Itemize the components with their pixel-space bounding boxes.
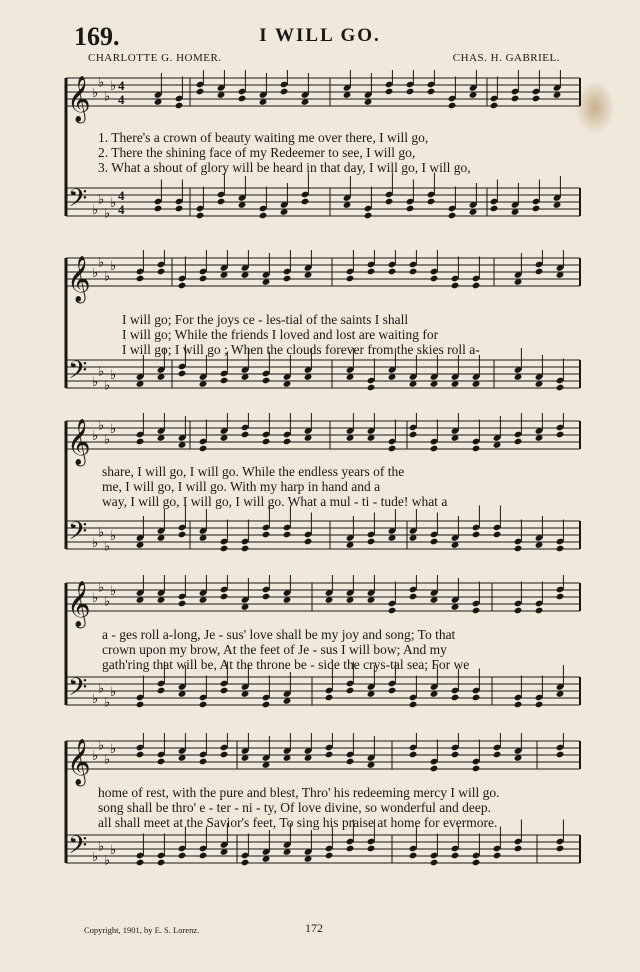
- note-head: [535, 268, 544, 276]
- note-head: [514, 607, 523, 615]
- bass-clef-icon: 𝄢: [68, 356, 88, 391]
- lyric-line: crown upon my brow, At the feet of Je - sus I will bow; And my: [102, 642, 447, 657]
- note-head: [490, 205, 499, 213]
- note-head: [385, 198, 394, 206]
- note-head: [535, 701, 544, 709]
- note-head: [175, 102, 184, 110]
- lyric-line: a - ges roll a-long, Je - sus' love shall be my joy and song; To that: [102, 627, 456, 642]
- flat-sign-icon: ♭: [92, 591, 99, 606]
- note-head: [406, 88, 415, 96]
- note-head: [493, 852, 502, 860]
- note-head: [199, 445, 208, 453]
- note-head: [409, 593, 418, 601]
- note-head: [262, 593, 271, 601]
- note-head: [238, 95, 247, 103]
- note-head: [136, 701, 145, 709]
- flat-sign-icon: ♭: [104, 752, 111, 768]
- note-head: [364, 212, 373, 220]
- note-head: [472, 859, 481, 867]
- note-head: [409, 268, 418, 276]
- flat-sign-icon: ♭: [98, 364, 105, 380]
- note-head: [241, 545, 250, 553]
- note-head: [472, 765, 481, 773]
- note-head: [199, 758, 208, 766]
- flat-sign-icon: ♭: [110, 79, 117, 94]
- note-head: [472, 445, 481, 453]
- note-head: [325, 852, 334, 860]
- lyric-line: share, I will go, I will go. While the endless years of the: [102, 464, 405, 479]
- note-head: [241, 859, 250, 867]
- note-head: [448, 102, 457, 110]
- note-head: [346, 845, 355, 853]
- note-head: [220, 377, 229, 385]
- note-head: [385, 88, 394, 96]
- note-head: [283, 531, 292, 539]
- note-head: [532, 95, 541, 103]
- note-head: [220, 751, 229, 759]
- note-head: [451, 694, 460, 702]
- note-head: [175, 205, 184, 213]
- note-head: [472, 607, 481, 615]
- flat-sign-icon: ♭: [92, 86, 99, 101]
- note-head: [220, 593, 229, 601]
- flat-sign-icon: ♭: [110, 843, 117, 858]
- lyric-line: I will go; While the friends I loved and lost are waiting for: [122, 327, 439, 342]
- note-head: [178, 531, 187, 539]
- note-head: [535, 607, 544, 615]
- flat-sign-icon: ♭: [110, 259, 117, 274]
- note-head: [409, 852, 418, 860]
- flat-sign-icon: ♭: [104, 206, 111, 222]
- note-head: [388, 687, 397, 695]
- flat-sign-icon: ♭: [98, 839, 105, 855]
- note-head: [427, 88, 436, 96]
- note-head: [556, 431, 565, 439]
- flat-sign-icon: ♭: [110, 584, 117, 599]
- lyric-line: I will go; I will go ; When the clouds forever from the skies roll a-: [122, 342, 480, 357]
- flat-sign-icon: ♭: [104, 695, 111, 711]
- note-head: [196, 88, 205, 96]
- note-head: [157, 268, 166, 276]
- note-head: [262, 438, 271, 446]
- lyric-line: 1. There's a crown of beauty waiting me over there, I will go,: [98, 130, 429, 145]
- note-head: [136, 751, 145, 759]
- flat-sign-icon: ♭: [104, 89, 111, 105]
- note-head: [451, 282, 460, 290]
- note-head: [514, 438, 523, 446]
- time-signature: 4: [118, 188, 125, 203]
- flat-sign-icon: ♭: [92, 536, 99, 551]
- time-signature: 4: [118, 202, 125, 217]
- composer-credit: CHAS. H. GABRIEL.: [452, 52, 560, 64]
- flat-sign-icon: ♭: [110, 368, 117, 383]
- note-head: [556, 845, 565, 853]
- flat-sign-icon: ♭: [92, 203, 99, 218]
- note-head: [430, 765, 439, 773]
- flat-sign-icon: ♭: [98, 75, 105, 91]
- note-head: [178, 600, 187, 608]
- lyric-line: me, I will go, I will go. With my harp in hand and a: [102, 479, 381, 494]
- note-head: [220, 687, 229, 695]
- note-head: [388, 268, 397, 276]
- bass-clef-icon: 𝄢: [68, 517, 88, 552]
- note-head: [325, 751, 334, 759]
- note-head: [430, 538, 439, 546]
- note-head: [451, 852, 460, 860]
- lyric-line: gath'ring that will be, At the throne be - side the crys-tal sea; For we: [102, 657, 470, 672]
- flat-sign-icon: ♭: [104, 539, 111, 555]
- flat-sign-icon: ♭: [110, 529, 117, 544]
- note-head: [157, 758, 166, 766]
- note-head: [514, 845, 523, 853]
- note-head: [346, 758, 355, 766]
- flat-sign-icon: ♭: [110, 742, 117, 757]
- treble-clef-icon: 𝄞: [67, 419, 91, 465]
- note-head: [241, 431, 250, 439]
- note-head: [157, 859, 166, 867]
- note-head: [388, 607, 397, 615]
- note-head: [511, 95, 520, 103]
- note-head: [430, 859, 439, 867]
- note-head: [430, 275, 439, 283]
- note-head: [157, 687, 166, 695]
- note-head: [136, 275, 145, 283]
- note-head: [262, 377, 271, 385]
- note-head: [283, 275, 292, 283]
- bass-clef-icon: 𝄢: [68, 831, 88, 866]
- flat-sign-icon: ♭: [92, 692, 99, 707]
- note-head: [262, 531, 271, 539]
- lyric-line: I will go; For the joys ce - les-tial of the saints I shall: [122, 312, 409, 327]
- copyright-notice: Copyright, 1901, by E. S. Lorenz.: [84, 925, 200, 935]
- bass-clef-icon: 𝄢: [68, 673, 88, 708]
- note-head: [283, 438, 292, 446]
- note-head: [409, 751, 418, 759]
- flat-sign-icon: ♭: [98, 681, 105, 697]
- note-head: [556, 545, 565, 553]
- note-head: [367, 268, 376, 276]
- hymn-title: I WILL GO.: [259, 25, 381, 46]
- note-head: [346, 687, 355, 695]
- flat-sign-icon: ♭: [104, 378, 111, 394]
- flat-sign-icon: ♭: [110, 422, 117, 437]
- note-head: [532, 205, 541, 213]
- note-head: [280, 88, 289, 96]
- note-head: [217, 198, 226, 206]
- note-head: [451, 751, 460, 759]
- flat-sign-icon: ♭: [104, 853, 111, 869]
- treble-clef-icon: 𝄞: [67, 76, 91, 122]
- flat-sign-icon: ♭: [98, 580, 105, 596]
- note-head: [472, 531, 481, 539]
- lyric-line: 3. What a shout of glory will be heard in that day, I will go, I will go,: [98, 160, 471, 175]
- note-head: [154, 205, 163, 213]
- note-head: [259, 212, 268, 220]
- bass-clef-icon: 𝄢: [68, 184, 88, 219]
- flat-sign-icon: ♭: [104, 432, 111, 448]
- note-head: [430, 445, 439, 453]
- flat-sign-icon: ♭: [92, 850, 99, 865]
- note-head: [199, 701, 208, 709]
- note-head: [514, 701, 523, 709]
- flat-sign-icon: ♭: [92, 375, 99, 390]
- note-head: [196, 212, 205, 220]
- note-head: [346, 275, 355, 283]
- note-head: [556, 751, 565, 759]
- note-head: [136, 438, 145, 446]
- note-head: [472, 282, 481, 290]
- note-head: [409, 431, 418, 439]
- note-head: [409, 701, 418, 709]
- note-head: [178, 852, 187, 860]
- flat-sign-icon: ♭: [92, 266, 99, 281]
- flat-sign-icon: ♭: [98, 255, 105, 271]
- note-head: [490, 102, 499, 110]
- note-head: [556, 593, 565, 601]
- note-head: [448, 212, 457, 220]
- treble-clef-icon: 𝄞: [67, 581, 91, 627]
- lyric-line: song shall be thro' e - ter - ni - ty, Of love divine, so wonderful and deep.: [98, 800, 491, 815]
- note-head: [199, 852, 208, 860]
- flat-sign-icon: ♭: [110, 196, 117, 211]
- flat-sign-icon: ♭: [110, 685, 117, 700]
- time-signature: 4: [118, 78, 125, 93]
- hymn-number: 169.: [74, 22, 120, 51]
- time-signature: 4: [118, 92, 125, 107]
- treble-clef-icon: 𝄞: [67, 256, 91, 302]
- note-head: [493, 751, 502, 759]
- lyric-line: home of rest, with the pure and blest, Thro' his redeeming mercy I will go.: [98, 785, 500, 800]
- note-head: [301, 198, 310, 206]
- note-head: [367, 845, 376, 853]
- flat-sign-icon: ♭: [98, 192, 105, 208]
- flat-sign-icon: ♭: [92, 749, 99, 764]
- flat-sign-icon: ♭: [104, 269, 111, 285]
- note-head: [367, 384, 376, 392]
- note-head: [472, 694, 481, 702]
- note-head: [514, 545, 523, 553]
- lyricist-credit: CHARLOTTE G. HOMER.: [88, 52, 222, 64]
- note-head: [427, 198, 436, 206]
- lyric-line: way, I will go, I will go, I will go. What a mul - ti - tude! what a: [102, 494, 448, 509]
- note-head: [220, 545, 229, 553]
- flat-sign-icon: ♭: [104, 594, 111, 610]
- note-head: [406, 205, 415, 213]
- treble-clef-icon: 𝄞: [67, 739, 91, 785]
- note-head: [178, 282, 187, 290]
- note-head: [199, 275, 208, 283]
- note-head: [493, 531, 502, 539]
- flat-sign-icon: ♭: [98, 738, 105, 754]
- note-head: [367, 538, 376, 546]
- note-head: [388, 445, 397, 453]
- flat-sign-icon: ♭: [92, 429, 99, 444]
- note-head: [304, 538, 313, 546]
- note-head: [178, 370, 187, 378]
- page-number: 172: [305, 921, 323, 935]
- flat-sign-icon: ♭: [98, 525, 105, 541]
- flat-sign-icon: ♭: [98, 418, 105, 434]
- lyric-line: all shall meet at the Savior's feet, To sing his praise at home for evermore.: [98, 815, 498, 830]
- note-head: [325, 694, 334, 702]
- lyric-line: 2. There the shining face of my Redeemer to see, I will go,: [98, 145, 416, 160]
- note-head: [136, 859, 145, 867]
- note-head: [262, 701, 271, 709]
- note-head: [556, 384, 565, 392]
